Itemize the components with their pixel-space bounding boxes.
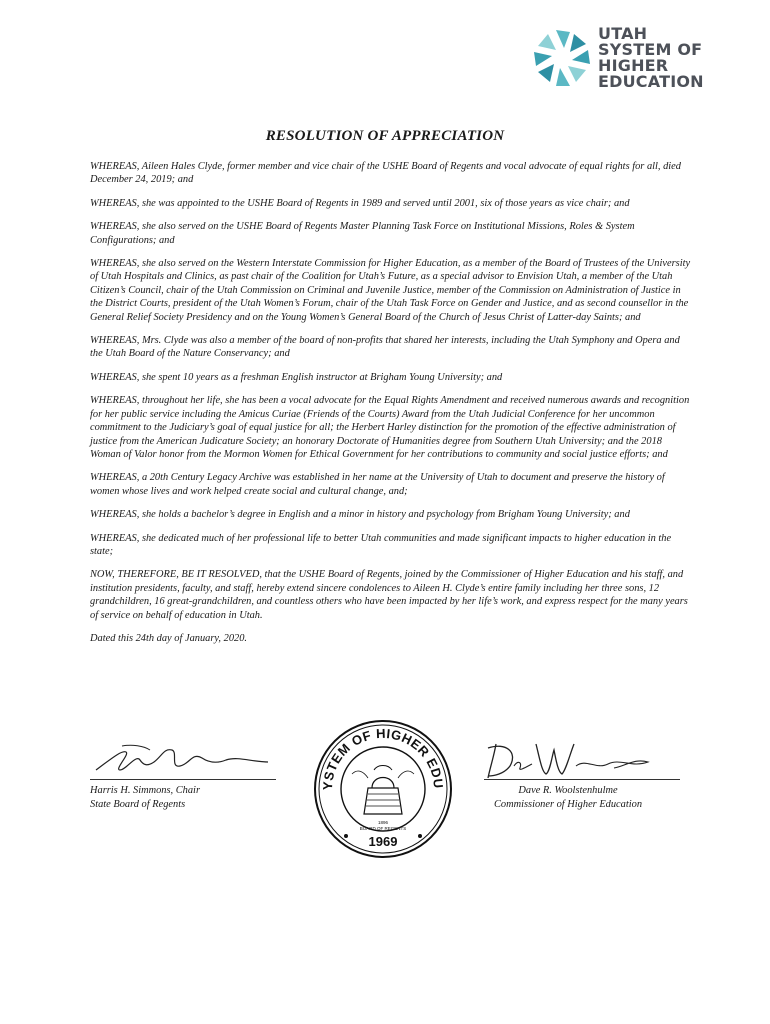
ushe-seal — [312, 718, 454, 860]
paragraph: NOW, THEREFORE, BE IT RESOLVED, that the USHE Board of Regents, joined by the Commissioner of Higher Education and his staff, and institution presidents, faculty, and staff, hereby extend sincere condolences to Aileen H. Clyde’s entire family including her three sons, 12 grandchildren, 16 great-grandchildren, and countless others who have been impacted by her life’s work, and express respect for the many years of service on behalf of education in Utah. — [90, 569, 688, 621]
signatory-left-role: State Board of Regents — [90, 799, 186, 810]
signatory-right-name: Dave R. Woolstenhulme — [518, 785, 618, 796]
paragraph: WHEREAS, throughout her life, she has been a vocal advocate for the Equal Rights Amendment and received numerous awards and recognition for her public service including the Amicus Curiae (Friends of the Courts) Award from the Utah Judicial Conference for her uncommon commitment to the Judiciary’s goal of equal justice for all; the Herbert Harley distinction for the promotion of the effective administration of justice from the American Judicature Society; an honorary Doctorate of Humanities degree from Southern Utah University; and the 2018 Woman of Valor honor from the Mormon Women for Ethical Government for her contributions to community and social justice efforts; and — [90, 395, 690, 460]
paragraph: WHEREAS, she dedicated much of her professional life to better Utah communities and made significant impacts to higher education in the state; — [90, 532, 672, 557]
resolution-body — [90, 160, 692, 655]
paragraph: WHEREAS, she holds a bachelor’s degree in English and a minor in history and psychology from Brigham Young University; and — [90, 509, 630, 521]
seal-inner-year: 1896 — [377, 820, 389, 825]
signature-simmons — [92, 740, 282, 780]
paragraph: WHEREAS, Aileen Hales Clyde, former member and vice chair of the USHE Board of Regents and vocal advocate of equal rights for all, died December 24, 2019; and — [90, 161, 681, 186]
document-title: RESOLUTION OF APPRECIATION — [265, 128, 505, 144]
starburst-logo-icon — [532, 28, 592, 88]
seal-inner-banner: BOARD OF REGENTS — [359, 826, 407, 831]
seal-year: 1969 — [368, 834, 398, 849]
seal-ring-text: YSTEM OF HIGHER EDU — [319, 725, 447, 791]
logo-line: HIGHER — [598, 56, 669, 75]
signatory-left-name: Harris H. Simmons, Chair — [90, 785, 200, 796]
dated-line: Dated this 24th day of January, 2020. — [90, 632, 248, 644]
signatory-right-role: Commissioner of Higher Education — [493, 799, 643, 810]
paragraph: WHEREAS, she spent 10 years as a freshman English instructor at Brigham Young University; and — [90, 371, 503, 383]
paragraph: WHEREAS, Mrs. Clyde was also a member of the board of non-profits that shared her interests, including the Utah Symphony and Opera and the Utah Board of the Nature Conservancy; and — [90, 335, 680, 360]
signature-woolstenhulme — [484, 736, 684, 782]
signature-line-left — [90, 779, 276, 780]
logo-line: SYSTEM OF — [598, 40, 703, 59]
signatory-right — [478, 784, 658, 812]
logo-wordmark — [598, 26, 704, 90]
ushe-logo — [532, 22, 702, 102]
paragraph: WHEREAS, she also served on the Western Interstate Commission for Higher Education, as a member of the Board of Trustees of the University of Utah Hospitals and Clinics, as past chair of the Coalition for Utah’s Future, as a special advisor to Envision Utah, a member of the Utah Citizen’s Council, chair of the Utah Commission on Criminal and Juvenile Justice, member of the Commission on Administration of Justice in the District Courts, president of the Utah Women’s Forum, chair of the Utah Task Force on Gender and Justice, and as second counsellor in the General Relief Society Presidency and on the Young Women’s General Board of the Church of Jesus Christ of Latter-day Saints; and — [90, 258, 691, 323]
logo-line: EDUCATION — [598, 72, 704, 91]
paragraph: WHEREAS, a 20th Century Legacy Archive was established in her name at the University of Utah to document and preserve the history of women whose lives and work helped create social and cultural change, and; — [90, 472, 665, 497]
signature-line-right — [484, 779, 680, 780]
logo-line: UTAH — [598, 24, 648, 43]
paragraph: WHEREAS, she was appointed to the USHE Board of Regents in 1989 and served until 2001, six of those years as vice chair; and — [90, 197, 630, 209]
signatory-left — [90, 784, 200, 812]
paragraph: WHEREAS, she also served on the USHE Board of Regents Master Planning Task Force on Institutional Missions, Roles & System Configurations; and — [90, 221, 635, 246]
